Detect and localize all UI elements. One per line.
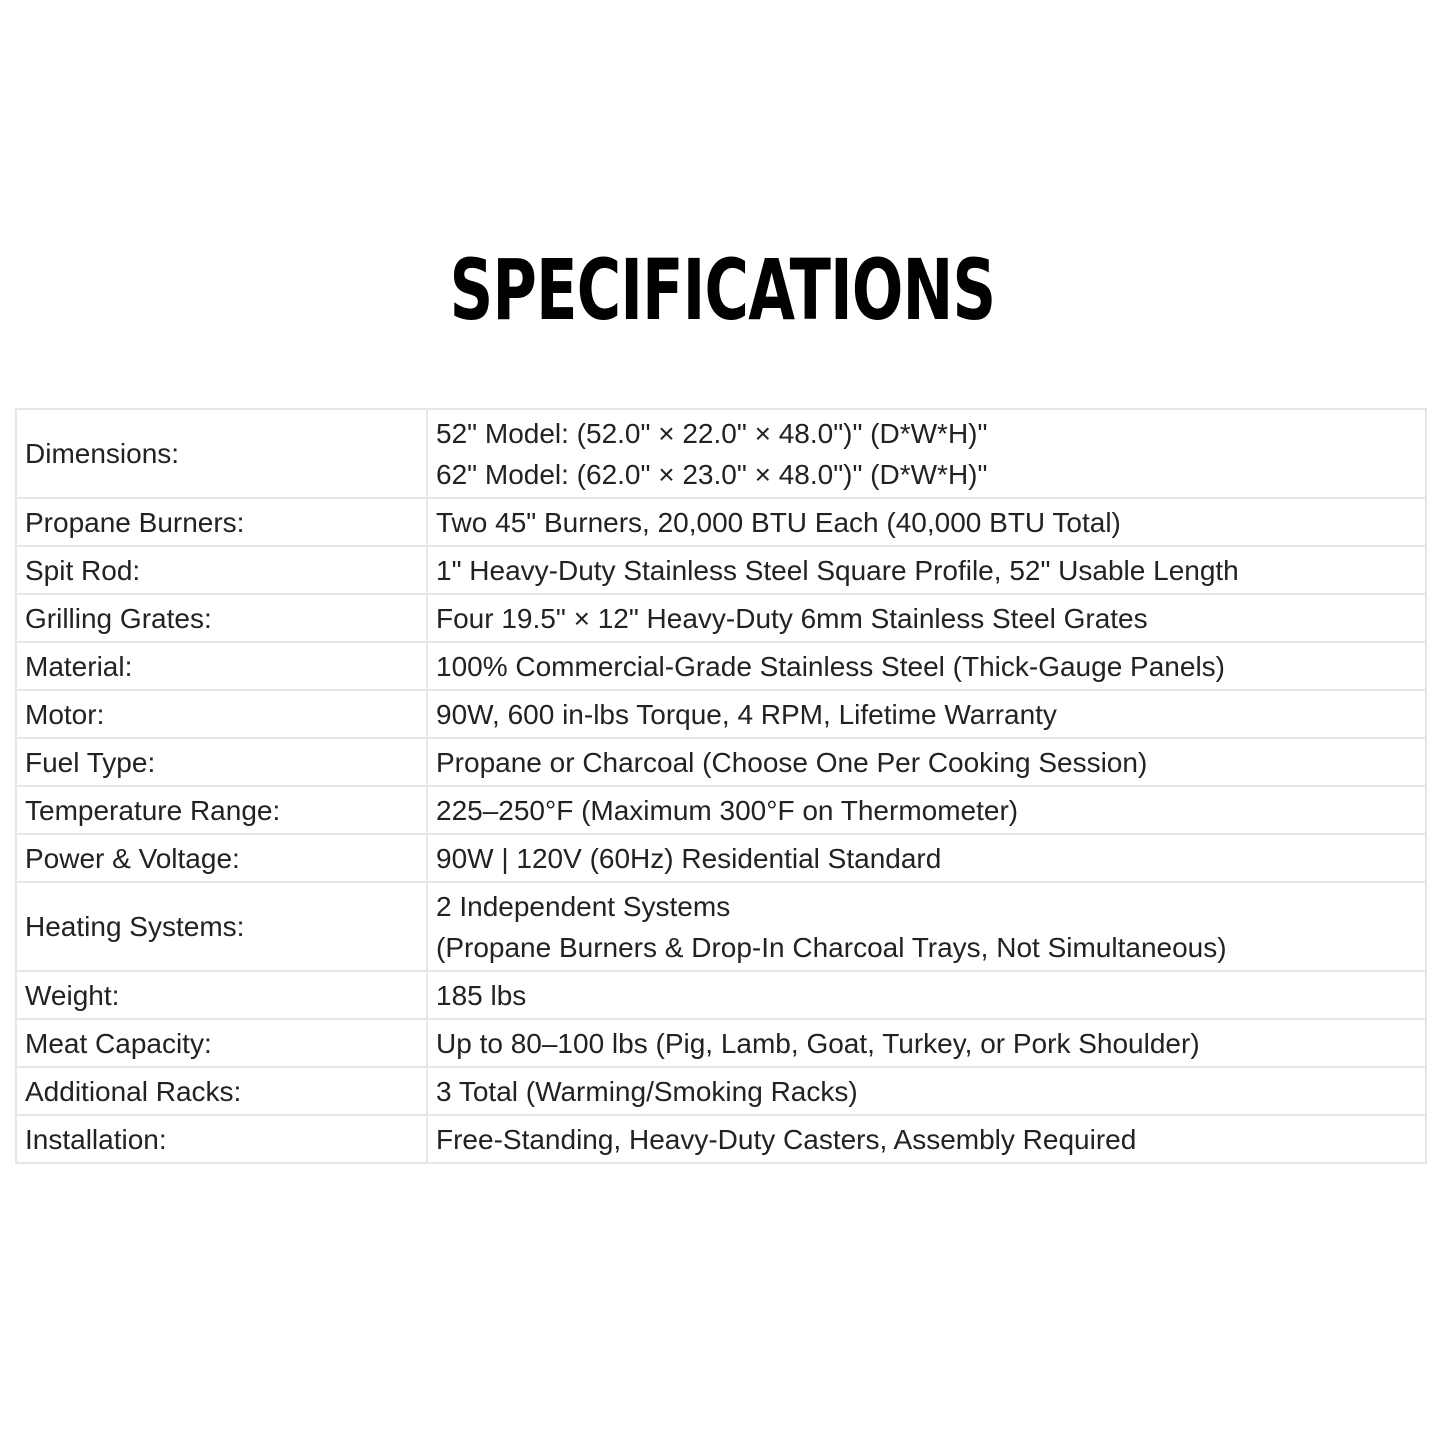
spec-label: Motor: — [16, 690, 427, 738]
spec-value: 185 lbs — [427, 971, 1426, 1019]
spec-row-weight — [16, 971, 1426, 1019]
spec-row-power-voltage — [16, 834, 1426, 882]
spec-value: 90W, 600 in-lbs Torque, 4 RPM, Lifetime Warranty — [427, 690, 1426, 738]
spec-row-grilling-grates — [16, 594, 1426, 642]
page-title: SPECIFICATIONS — [449, 241, 996, 339]
spec-value — [427, 882, 1426, 971]
spec-value-line: (Propane Burners & Drop-In Charcoal Trays, Not Simultaneous) — [436, 931, 1227, 963]
spec-value: Up to 80–100 lbs (Pig, Lamb, Goat, Turkey, or Pork Shoulder) — [427, 1019, 1426, 1067]
spec-row-fuel-type — [16, 738, 1426, 786]
spec-value: Four 19.5" × 12" Heavy-Duty 6mm Stainless Steel Grates — [427, 594, 1426, 642]
spec-value: 225–250°F (Maximum 300°F on Thermometer) — [427, 786, 1426, 834]
spec-row-installation — [16, 1115, 1426, 1163]
spec-label: Spit Rod: — [16, 546, 427, 594]
spec-label: Temperature Range: — [16, 786, 427, 834]
spec-label: Power & Voltage: — [16, 834, 427, 882]
spec-label: Meat Capacity: — [16, 1019, 427, 1067]
spec-label: Installation: — [16, 1115, 427, 1163]
spec-row-propane-burners — [16, 498, 1426, 546]
spec-label: Dimensions: — [16, 409, 427, 498]
spec-label: Propane Burners: — [16, 498, 427, 546]
spec-label: Additional Racks: — [16, 1067, 427, 1115]
spec-value: 3 Total (Warming/Smoking Racks) — [427, 1067, 1426, 1115]
spec-row-dimensions — [16, 409, 1426, 498]
spec-row-spit-rod — [16, 546, 1426, 594]
spec-label: Heating Systems: — [16, 882, 427, 971]
spec-value-line: 52" Model: (52.0" × 22.0" × 48.0")" (D*W*H)" — [436, 417, 988, 449]
spec-label: Grilling Grates: — [16, 594, 427, 642]
spec-label: Weight: — [16, 971, 427, 1019]
spec-value: 1" Heavy-Duty Stainless Steel Square Profile, 52" Usable Length — [427, 546, 1426, 594]
spec-value-line: 62" Model: (62.0" × 23.0" × 48.0")" (D*W*H)" — [436, 458, 988, 490]
spec-row-heating-systems — [16, 882, 1426, 971]
spec-value: Free-Standing, Heavy-Duty Casters, Assembly Required — [427, 1115, 1426, 1163]
spec-label: Fuel Type: — [16, 738, 427, 786]
spec-label: Material: — [16, 642, 427, 690]
spec-value: 90W | 120V (60Hz) Residential Standard — [427, 834, 1426, 882]
spec-row-additional-racks — [16, 1067, 1426, 1115]
spec-row-motor — [16, 690, 1426, 738]
spec-row-meat-capacity — [16, 1019, 1426, 1067]
spec-value: Two 45" Burners, 20,000 BTU Each (40,000 BTU Total) — [427, 498, 1426, 546]
spec-value — [427, 409, 1426, 498]
spec-value: 100% Commercial-Grade Stainless Steel (Thick-Gauge Panels) — [427, 642, 1426, 690]
spec-row-material — [16, 642, 1426, 690]
spec-value: Propane or Charcoal (Choose One Per Cooking Session) — [427, 738, 1426, 786]
spec-value-line: 2 Independent Systems — [436, 890, 731, 922]
spec-row-temperature-range — [16, 786, 1426, 834]
specifications-table — [15, 408, 1427, 1164]
